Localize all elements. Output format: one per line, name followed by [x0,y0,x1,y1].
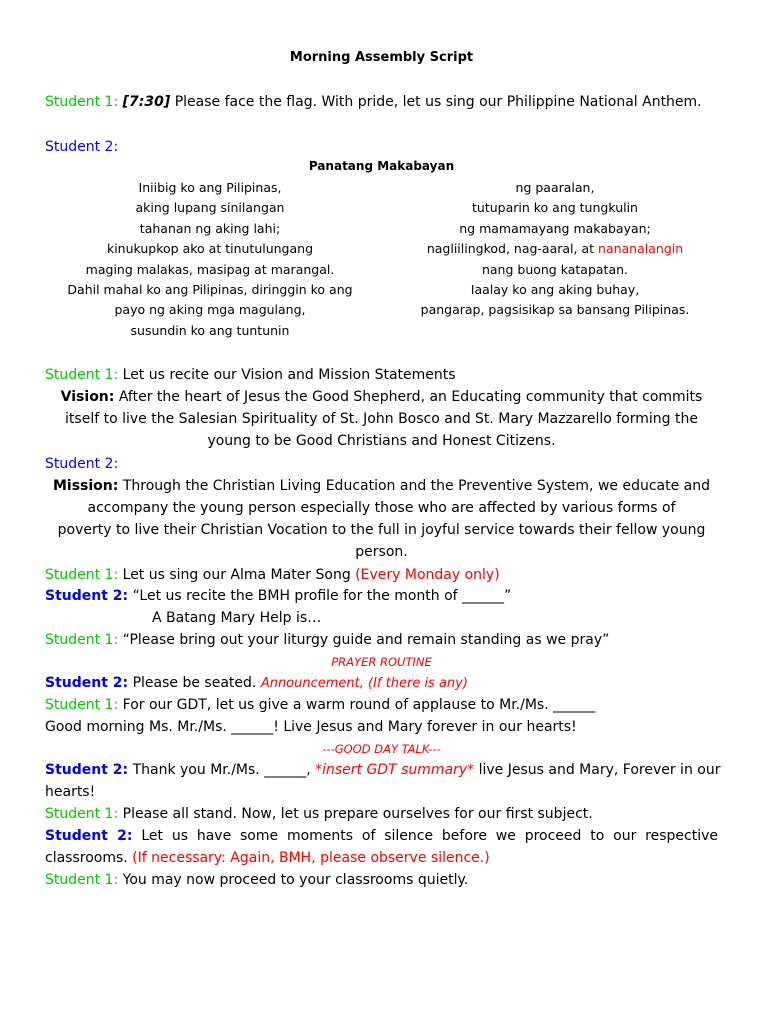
line-thank-you [45,759,721,781]
vision-mission-text: Let us recite our Vision and Mission Statements [118,367,456,383]
vision-label: Vision: [60,389,115,405]
pledge-line-text: nagliilingkod, nag-aaral, at [426,241,599,257]
vision-line: young to be Good Christians and Honest Citizens. [207,433,556,449]
proceed-text: You may now proceed to your classrooms quietly. [118,872,469,888]
vision-text: After the heart of Jesus the Good Shepherd, an Educating community that commits [114,389,703,405]
student-2-label: Student 2: [45,762,129,778]
pledge-red-word: nananalangin [598,241,684,257]
line-seated [45,672,718,695]
silence-text: Let us have some moments of silence before we proceed to our respective [132,828,718,844]
mission-line: accompany the young person especially those who are affected by various forms of [87,500,676,516]
line-alma-mater [45,564,718,586]
mission-line [45,475,718,497]
stand-text: Please all stand. Now, let us prepare ourselves for our first subject. [118,806,593,822]
pledge-line: ng mamamayang makabayan; [459,220,651,236]
line-student-2 [45,136,718,158]
alma-mater-text: Let us sing our Alma Mater Song [118,567,356,583]
pledge-line: nang buong katapatan. [481,261,629,277]
silence-text-cont: classrooms. [45,850,133,866]
mission-line: poverty to live their Christian Vocation to the full in joyful service towards their fellow young [57,522,706,538]
flag-instruction: Please face the flag. With pride, let us sing our Philippine National Anthem. [170,94,702,110]
pledge-line: payo ng aking mga magulang, [114,302,306,318]
good-morning-line: Good morning Ms. Mr./Ms. ______! Live Jesus and Mary forever in our hearts! [45,719,577,735]
pledge-left-column [45,178,375,341]
pledge-line: maging malakas, masipag at marangal. [85,261,335,277]
pledge-line: Iaalay ko ang aking buhay, [470,282,640,298]
mission-text: Through the Christian Living Education and the Preventive System, we educate and [118,478,710,494]
pledge-line [390,239,720,259]
good-day-talk-cue: ---GOOD DAY TALK--- [322,742,441,756]
gdt-text: For our GDT, let us give a warm round of applause to Mr./Ms. ______ [118,697,596,713]
announcement-note: Announcement, (If there is any) [260,676,468,691]
student-1-label: Student 1: [45,632,119,648]
line-liturgy [45,629,718,651]
pledge-line: tutuparin ko ang tungkulin [472,200,638,216]
line-silence [45,825,718,847]
student-2-label: Student 2: [45,456,119,472]
gdt-summary-note: *insert GDT summary* [315,762,475,778]
silence-line [45,847,718,869]
line-student-2 [45,453,718,475]
time-marker: [7:30] [122,94,171,110]
line-flag [45,91,718,113]
mission-label: Mission: [52,478,119,494]
liturgy-text: “Please bring out your liturgy guide and remain standing as we pray” [118,632,610,648]
vision-line [45,386,718,408]
line-stand [45,803,718,825]
student-2-label: Student 2: [45,588,129,604]
pledge-title: Panatang Makabayan [308,159,455,173]
pledge-line: aking lupang sinilangan [135,200,285,216]
bmh-profile-line: A Batang Mary Help is… [152,610,322,626]
line-gdt [45,694,718,716]
thank-you-text-end: live Jesus and Mary, Forever in our [474,762,721,778]
line-vision-mission [45,364,718,386]
line-proceed [45,869,718,891]
document-title: Morning Assembly Script [289,50,474,65]
student-2-label: Student 2: [45,828,133,844]
line-bmh-profile [45,585,718,607]
student-2-label: Student 2: [45,675,129,691]
pledge-line: ng paaralan, [515,180,595,195]
student-1-label: Student 1: [45,567,119,583]
pledge-line: Dahil mahal ko ang Pilipinas, diringgin ko ang [67,282,353,298]
silence-note: (If necessary: Again, BMH, please observe silence.) [132,850,490,866]
thank-you-text: Thank you Mr./Ms. ______, [128,762,316,778]
pledge-line: Iniibig ko ang Pilipinas, [138,180,282,195]
student-1-label: Student 1: [45,367,119,383]
prayer-routine-cue: PRAYER ROUTINE [331,655,432,669]
seated-text: Please be seated. [128,675,261,691]
student-2-label: Student 2: [45,139,119,155]
pledge-line: susundin ko ang tuntunin [130,322,290,338]
alma-mater-note: (Every Monday only) [355,567,500,583]
thank-you-line: hearts! [45,784,96,800]
mission-line: person. [355,544,408,560]
bmh-profile-text: “Let us recite the BMH profile for the month of ______” [128,588,512,604]
pledge-right-column [390,178,720,321]
pledge-line: kinukupkop ako at tinutulungang [106,241,314,257]
student-1-label: Student 1: [45,94,119,110]
vision-line: itself to live the Salesian Spirituality of St. John Bosco and St. Mary Mazzarello forming the [65,411,698,427]
student-1-label: Student 1: [45,806,119,822]
pledge-line: tahanan ng aking lahi; [139,220,281,236]
student-1-label: Student 1: [45,697,119,713]
pledge-line: pangarap, pagsisikap sa bansang Pilipinas. [420,302,690,318]
student-1-label: Student 1: [45,872,119,888]
